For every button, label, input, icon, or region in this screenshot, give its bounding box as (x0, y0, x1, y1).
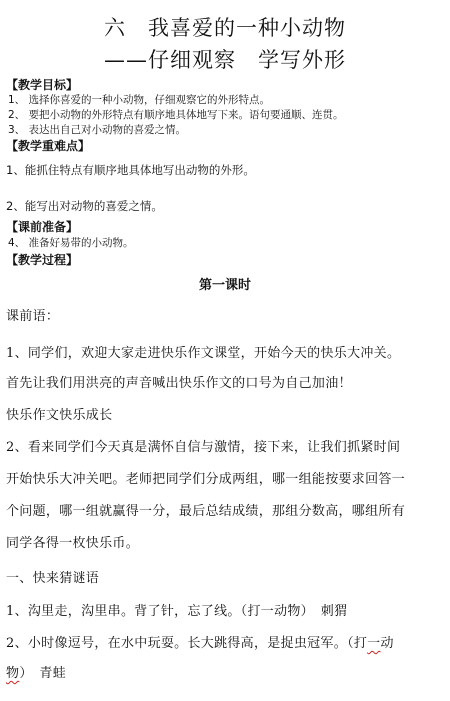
session-title: 第一课时 (198, 278, 251, 293)
key-point-item: 1、能抓住特点有顺序地具体地写出动物的外形。 (6, 163, 255, 177)
preparation-item: 4、 准备好易带的小动物。 (8, 237, 134, 249)
text-line: 首先让我们用洪亮的声音喊出快乐作文的口号为自己加油！ (6, 376, 352, 391)
text-fragment: ） 青蛙 (19, 666, 67, 681)
page-subtitle: ——仔细观察 学写外形 (104, 48, 346, 72)
text-line: 个问题，哪一组就赢得一分，最后总结成绩，那组分数高，哪组所有 (6, 504, 406, 519)
goal-item: 2、 要把小动物的外形特点有顺序地具体地写下来。语句要通顺、连贯。 (8, 109, 344, 121)
text-line (6, 662, 66, 681)
process-heading: 【教学过程】 (6, 253, 79, 267)
key-point-item: 2、能写出对动物的喜爱之情。 (6, 199, 163, 213)
text-fragment: 动 (380, 636, 394, 651)
text-fragment: 2、小时像逗号，在水中玩耍。长大跳得高，是捉虫冠军。（打 (6, 636, 368, 651)
spellcheck-mark: 一 (367, 636, 381, 651)
text-line: 2、看来同学们今天真是满怀自信与激情，接下来，让我们抓紧时间 (6, 440, 401, 455)
text-line: 1、同学们，欢迎大家走进快乐作文课堂，开始今天的快乐大冲关。 (6, 346, 401, 361)
spellcheck-mark: 物 (6, 666, 20, 681)
text-line (6, 632, 394, 651)
text-line: 1、沟里走，沟里串。背了针，忘了线。（打一动物） 刺猬 (6, 604, 348, 619)
text-line: 课前语： (6, 309, 60, 324)
preparation-heading: 【课前准备】 (6, 220, 79, 234)
text-line: 同学各得一枚快乐币。 (6, 536, 140, 551)
goals-heading: 【教学目标】 (6, 78, 79, 92)
page-title: 六 我喜爱的一种小动物 (104, 16, 346, 40)
text-line: 快乐作文快乐成长 (6, 408, 113, 423)
goal-item: 1、 选择你喜爱的一种小动物，仔细观察它的外形特点。 (8, 94, 271, 106)
goal-item: 3、 表达出自己对小动物的喜爱之情。 (8, 124, 187, 136)
text-line: 一、快来猜谜语 (6, 571, 100, 586)
key-points-heading: 【教学重难点】 (6, 139, 91, 153)
text-line: 开始快乐大冲关吧。老师把同学们分成两组，哪一组能按要求回答一 (6, 472, 406, 487)
